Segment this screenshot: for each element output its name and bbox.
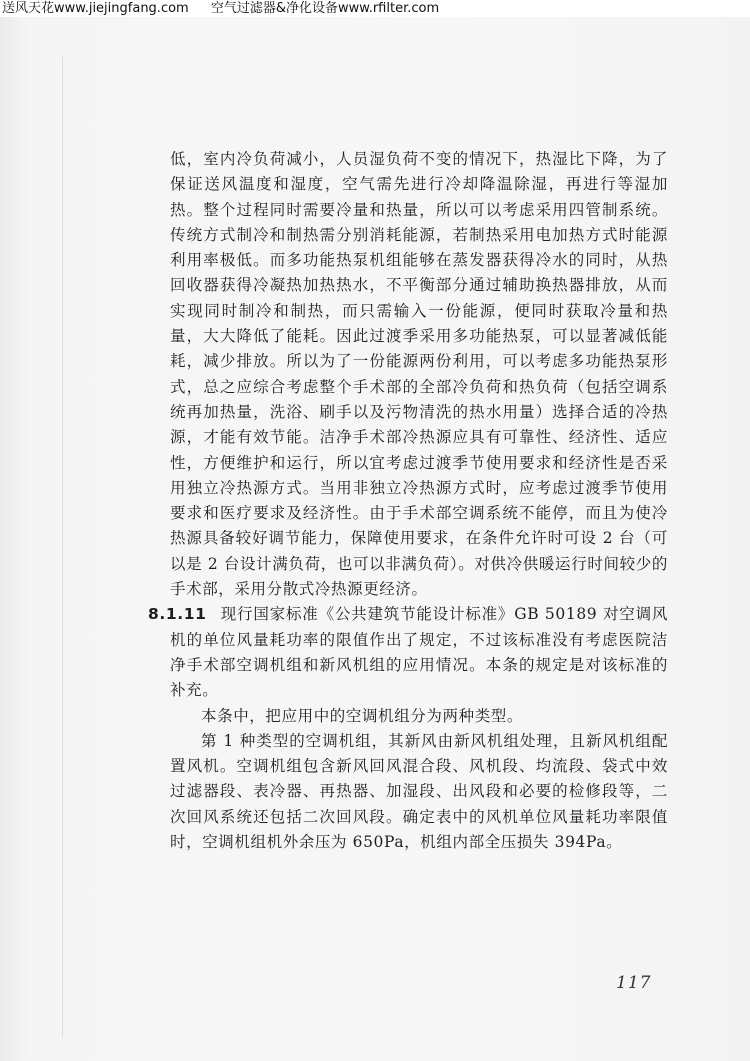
page-number: 117 bbox=[616, 973, 652, 993]
section-number: 8.1.11 bbox=[148, 605, 207, 624]
page-gutter bbox=[62, 57, 63, 1037]
paragraph-2: 本条中，把应用中的空调机组分为两种类型。 bbox=[201, 706, 524, 725]
banner-left-link[interactable]: 送风天花www.jiejingfang.com bbox=[2, 1, 189, 16]
scanned-page bbox=[0, 17, 750, 1061]
site-banner bbox=[0, 0, 750, 17]
paragraph-continuation: 低，室内冷负荷减小，人员湿负荷不变的情况下，热湿比下降，为了保证送风温度和湿度，空气需先进行冷却降温除湿，再进行等湿加热。整个过程同时需要冷量和热量，所以可以考虑采用四管制系统。传统方式制冷和制热需分别消耗能源，若制热采用电加热方式时能源利用率极低。而多功能热泵机组能够在蒸发器获得冷水的同时，从热回收器获得冷凝热加热热水，不平衡部分通过辅助换热器排放，从而实现同时制冷和制热，而只需输入一份能源，便同时获取冷量和热量，大大降低了能耗。因此过渡季采用多功能热泵，可以显著减低能耗，减少排放。所以为了一份能源两份利用，可以考虑多功能热泵形式，总之应综合考虑整个手术部的全部冷负荷和热负荷（包括空调系统再加热量，洗浴、刷手以及污物清洗的热水用量）选择合适的冷热源，才能有效节能。洁净手术部冷热源应具有可靠性、经济性、适应性，方便维护和运行，所以宜考虑过渡季节使用要求和经济性是否采用独立冷热源方式。当用非独立冷热源方式时，应考虑过渡季节使用要求和医疗要求及经济性。由于手术部空调系统不能停，而且为使冷热源具备较好调节能力，保障使用要求，在条件允许时可设 2 台（可以是 2 台设计满负荷，也可以非满负荷）。对供冷供暖运行时间较少的手术部，采用分散式冷热源更经济。 bbox=[170, 150, 668, 599]
paragraph-3: 第 1 种类型的空调机组，其新风由新风机组处理，且新风机组配置风机。空调机组包含新风回风混合段、风机段、均流段、袋式中效过滤器段、表冷器、再热器、加湿段、出风段和必要的检修段等，二次回风系统还包括二次回风段。确定表中的风机单位风量耗功率限值时，空调机组机外余压为 650Pa，机组内部全压损失 394Pa。 bbox=[170, 731, 668, 852]
section-paragraph bbox=[148, 602, 668, 703]
section-text: 现行国家标准《公共建筑节能设计标准》GB 50189 对空调风机的单位风量耗功率的限值作出了规定，不过该标准没有考虑医院洁净手术部空调机组和新风机组的应用情况。本条的规定是对该标准的补充。 bbox=[170, 605, 668, 700]
body-text bbox=[148, 147, 668, 855]
banner-right-link[interactable]: 空气过滤器&净化设备www.rfilter.com bbox=[210, 1, 440, 16]
